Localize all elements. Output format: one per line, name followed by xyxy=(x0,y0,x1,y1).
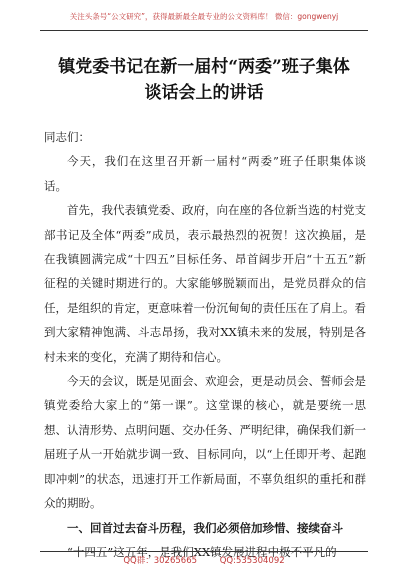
footer-qq-group: QQ群：30265665 xyxy=(123,556,198,566)
footer xyxy=(40,555,368,567)
paragraph-2: 首先，我代表镇党委、政府，向在座的各位新当选的村党支部书记及全体“两委”成员，表示最热烈的祝贺！这次换届，是在我镇圆满完成“十四五”目标任务、昂首阔步开启“十五五”新征程的关键时期进行的。大家能够脱颖而出，是党员群众的信任，是组织的肯定，更意味着一份沉甸甸的责任压在了肩上。看到大家精神饱满、斗志昂扬，我对XX镇未来的发展，特别是各村未来的变化，充满了期待和信心。 xyxy=(44,203,366,364)
salutation: 同志们： xyxy=(44,130,90,144)
header-banner: 关注头条号“公文研究”，获得最新最全最专业的公文资料库！ 微信：gongwenyj xyxy=(69,12,339,21)
section-heading: 一、回首过去奋斗历程，我们必须倍加珍惜、接续奋斗 xyxy=(67,520,343,535)
paragraph-1: 今天，我们在这里召开新一届村“两委”班子任职集体谈话。 xyxy=(44,154,366,193)
document-body xyxy=(44,125,366,564)
header-divider xyxy=(40,30,368,31)
footer-divider xyxy=(40,551,368,552)
footer-qq: QQ:535304092 xyxy=(219,556,285,566)
paragraph-3: 今天的会议，既是见面会、欢迎会，更是动员会、誓师会是镇党委给大家上的“第一课”。这堂课的核心，就是要统一思想、认清形势、点明问题、交办任务、严明纪律，确保我们新一届班子从一开始就步调一致、目标同向，以“上任即开考、起跑即冲刺”的状态，迅速打开工作新局面，不辜负组织的重托和群众的期盼。 xyxy=(44,374,366,511)
document-title xyxy=(40,54,368,106)
title-line-1: 镇党委书记在新一届村“两委”班子集体 xyxy=(58,57,350,77)
title-line-2: 谈话会上的讲话 xyxy=(144,83,264,103)
paragraph-4: “十四五”这五年，是我们XX镇发展进程中极不平凡的 xyxy=(67,544,337,559)
